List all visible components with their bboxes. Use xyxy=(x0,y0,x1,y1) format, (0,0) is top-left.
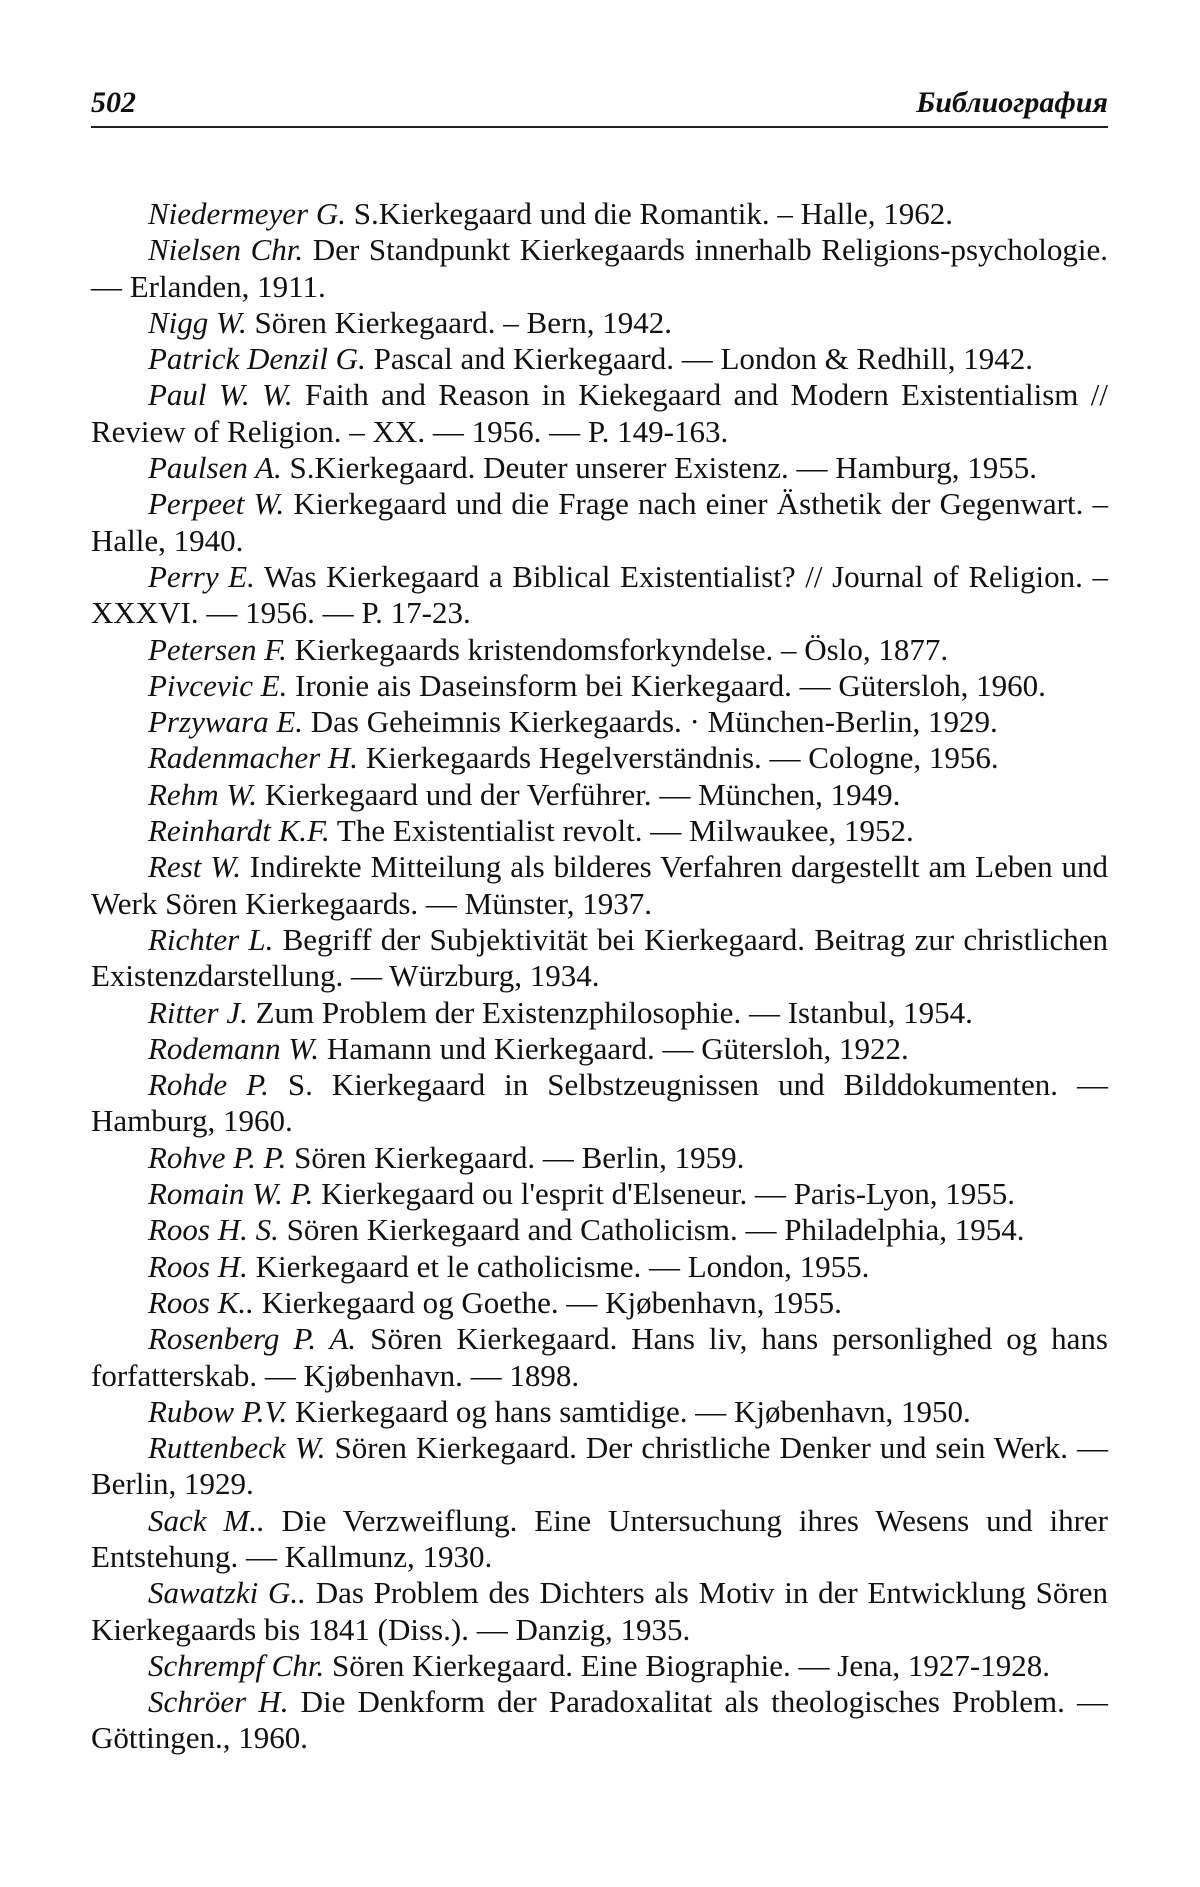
entry-author: Sack M.. xyxy=(148,1502,265,1538)
entry-author: Rohve P. P. xyxy=(148,1139,287,1175)
entry-author: Rohde P. xyxy=(148,1067,269,1103)
entry-text: Was Kierkegaard a Biblical Existentialist? // Journal of Religion. – XXXVI. — 1956. — P. 17-23. xyxy=(91,558,1108,631)
bibliography-entry xyxy=(91,668,1108,704)
entry-text: Zum Problem der Existenzphilosophie. — Istanbul, 1954. xyxy=(247,994,973,1030)
entry-author: Roos H. S. xyxy=(148,1212,279,1248)
bibliography-entry xyxy=(91,1684,1108,1757)
entry-author: Pivcevic E. xyxy=(148,667,288,703)
bibliography-entry xyxy=(91,341,1108,377)
entry-author: Roos H. xyxy=(148,1248,248,1284)
entry-author: Ritter J. xyxy=(148,994,248,1030)
entry-author: Ruttenbeck W. xyxy=(148,1430,326,1466)
bibliography-entry xyxy=(91,232,1108,305)
entry-text: Sören Kierkegaard. — Berlin, 1959. xyxy=(286,1139,745,1175)
bibliography-list xyxy=(91,196,1108,1757)
entry-text: Kierkegaards Hegelverständnis. — Cologne, 1956. xyxy=(358,740,999,776)
bibliography-entry xyxy=(91,1249,1108,1285)
bibliography-entry xyxy=(91,849,1108,922)
entry-author: Perpeet W. xyxy=(148,486,285,522)
entry-author: Nielsen Chr. xyxy=(148,232,304,268)
bibliography-entry xyxy=(91,740,1108,776)
entry-text: Sören Kierkegaard. Eine Biographie. — Jena, 1927-1928. xyxy=(324,1647,1050,1683)
entry-text: Kierkegaard og Goethe. — Kjøbenhavn, 1955. xyxy=(253,1284,842,1320)
entry-author: Schrempf Chr. xyxy=(148,1647,325,1683)
bibliography-entry xyxy=(91,1394,1108,1430)
bibliography-entry xyxy=(91,450,1108,486)
entry-author: Niedermeyer G. xyxy=(148,196,346,231)
entry-author: Sawatzki G.. xyxy=(148,1575,306,1611)
entry-author: Nigg W. xyxy=(148,304,247,340)
bibliography-entry xyxy=(91,1285,1108,1321)
bibliography-entry xyxy=(91,632,1108,668)
entry-text: Sören Kierkegaard and Catholicism. — Philadelphia, 1954. xyxy=(278,1212,1025,1248)
bibliography-entry xyxy=(91,196,1108,232)
entry-author: Petersen F. xyxy=(148,631,287,667)
bibliography-entry xyxy=(91,995,1108,1031)
bibliography-entry xyxy=(91,305,1108,341)
entry-author: Schröer H. xyxy=(148,1684,289,1720)
entry-author: Paul W. W. xyxy=(148,377,293,413)
bibliography-entry xyxy=(91,1212,1108,1248)
entry-author: Richter L. xyxy=(148,921,274,957)
entry-text: Kierkegaard et le catholicisme. — London, 1955. xyxy=(247,1248,870,1284)
bibliography-entry xyxy=(91,922,1108,995)
entry-text: Das Problem des Dichters als Motiv in der Entwicklung Sören Kierkegaards bis 1841 (Diss.). — Danzig, 1935. xyxy=(91,1575,1108,1647)
entry-text: The Existentialist revolt. — Milwaukee, 1952. xyxy=(329,813,914,849)
entry-author: Perry E. xyxy=(148,558,255,594)
entry-text: Das Geheimnis Kierkegaards. · München-Berlin, 1929. xyxy=(303,704,998,740)
entry-author: Patrick Denzil G. xyxy=(148,341,366,377)
bibliography-entry xyxy=(91,1503,1108,1576)
bibliography-entry xyxy=(91,1648,1108,1684)
entry-text: Indirekte Mitteilung als bilderes Verfahren dargestellt am Leben und Werk Sören Kierkegaards. — Münster, 1937. xyxy=(91,849,1108,921)
entry-text: S.Kierkegaard und die Romantik. – Halle, 1962. xyxy=(346,196,953,231)
entry-text: Sören Kierkegaard. Hans liv, hans personlighed og hans forfatterskab. — Kjøbenhavn. — 1898. xyxy=(91,1321,1108,1393)
entry-author: Przywara E. xyxy=(148,704,303,740)
entry-author: Roos K.. xyxy=(148,1284,254,1320)
bibliography-entry xyxy=(91,1321,1108,1394)
bibliography-entry xyxy=(91,813,1108,849)
entry-text: Der Standpunkt Kierkegaards innerhalb Religions-psychologie. — Erlanden, 1911. xyxy=(91,232,1109,304)
entry-text: S. Kierkegaard in Selbstzeugnissen und Bilddokumenten. — Hamburg, 1960. xyxy=(91,1067,1108,1139)
entry-text: Kierkegaard og hans samtidige. — Kjøbenhavn, 1950. xyxy=(287,1393,971,1429)
page-number: 502 xyxy=(91,86,136,119)
bibliography-entry xyxy=(91,1140,1108,1176)
entry-author: Rehm W. xyxy=(148,776,258,812)
entry-text: S.Kierkegaard. Deuter unserer Existenz. — Hamburg, 1955. xyxy=(281,450,1038,486)
entry-text: Ironie ais Daseinsform bei Kierkegaard. — Gütersloh, 1960. xyxy=(287,667,1046,703)
entry-author: Reinhardt K.F. xyxy=(148,813,330,849)
page-header xyxy=(91,86,1108,128)
entry-text: Die Verzweiflung. Eine Untersuchung ihres Wesens und ihrer Entstehung. — Kallmunz, 1930. xyxy=(91,1502,1108,1574)
entry-author: Rest W. xyxy=(148,849,241,885)
entry-author: Rubow P.V. xyxy=(148,1393,288,1429)
entry-text: Begriff der Subjektivität bei Kierkegaard. Beitrag zur christlichen Existenzdarstellung. — Würzburg, 1934. xyxy=(91,921,1108,994)
entry-text: Kierkegaard und die Frage nach einer Ästhetik der Gegenwart. – Halle, 1940. xyxy=(91,486,1108,558)
running-title: Библиография xyxy=(916,86,1108,119)
entry-text: Kierkegaard und der Verführer. — München, 1949. xyxy=(257,776,901,812)
entry-text: Faith and Reason in Kiekegaard and Modern Existentialism // Review of Religion. – XX. — 1956. — P. 149-163. xyxy=(91,377,1108,449)
entry-author: Paulsen A. xyxy=(148,450,282,486)
bibliography-entry xyxy=(91,704,1108,740)
entry-text: Kierkegaard ou l'esprit d'Elseneur. — Paris-Lyon, 1955. xyxy=(313,1176,1015,1212)
bibliography-entry xyxy=(91,559,1108,632)
bibliography-entry xyxy=(91,1176,1108,1212)
bibliography-entry xyxy=(91,1430,1108,1503)
entry-author: Romain W. P. xyxy=(148,1176,314,1212)
bibliography-entry xyxy=(91,1575,1108,1648)
entry-author: Rodemann W. xyxy=(148,1030,320,1066)
entry-text: Sören Kierkegaard. Der christliche Denker und sein Werk. — Berlin, 1929. xyxy=(91,1430,1108,1502)
entry-text: Kierkegaards kristendomsforkyndelse. – Öslo, 1877. xyxy=(286,631,949,667)
entry-author: Rosenberg P. A. xyxy=(148,1321,357,1357)
entry-text: Die Denkform der Paradoxalitat als theologisches Problem. — Göttingen., 1960. xyxy=(91,1684,1108,1756)
entry-text: Hamann und Kierkegaard. — Gütersloh, 1922. xyxy=(319,1030,909,1066)
bibliography-entry xyxy=(91,377,1108,450)
bibliography-entry xyxy=(91,777,1108,813)
bibliography-entry xyxy=(91,1067,1108,1140)
entry-text: Pascal and Kierkegaard. — London & Redhill, 1942. xyxy=(365,341,1034,377)
entry-text: Sören Kierkegaard. – Bern, 1942. xyxy=(246,304,673,340)
entry-author: Radenmacher H. xyxy=(148,740,359,776)
bibliography-entry xyxy=(91,1031,1108,1067)
bibliography-entry xyxy=(91,486,1108,559)
